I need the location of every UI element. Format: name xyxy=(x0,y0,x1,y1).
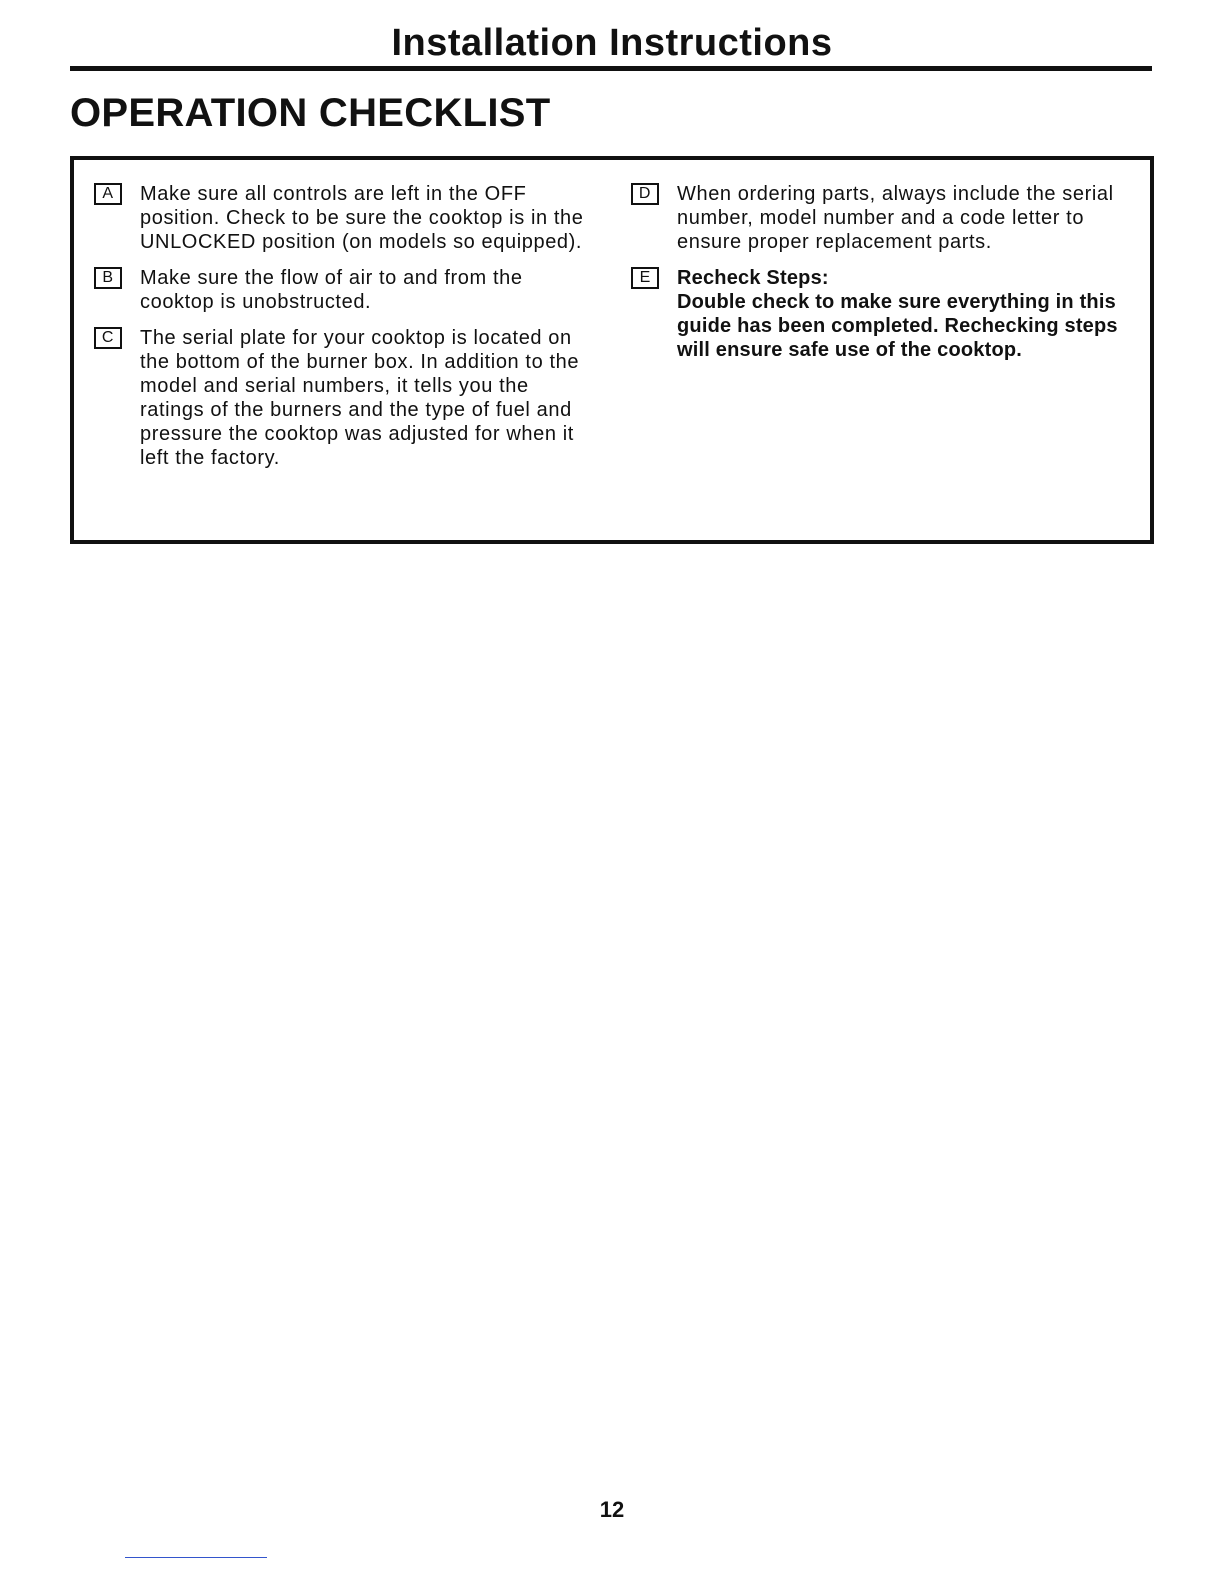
checklist-column-right xyxy=(629,182,1139,362)
item-heading-e: Recheck Steps: xyxy=(677,267,829,289)
section-title: OPERATION CHECKLIST xyxy=(70,91,551,135)
checklist-column-left xyxy=(92,182,592,470)
checklist-box xyxy=(70,156,1154,544)
item-text-b: Make sure the flow of air to and from the cooktop is unobstructed. xyxy=(140,267,523,313)
item-text-c: The serial plate for your cooktop is located on the bottom of the burner box. In addition to the model and serial numbers, it tells you the ratings of the burners and the type of fuel and pressure the cooktop was adjusted for when it left the factory. xyxy=(140,327,580,469)
header-divider xyxy=(70,66,1152,71)
checklist-item-e xyxy=(629,266,1139,362)
checklist-item-c xyxy=(92,326,592,470)
item-text-a: Make sure all controls are left in the OFF position. Check to be sure the cooktop is in the UNLOCKED position (on models so equipped). xyxy=(140,183,584,253)
item-marker-d: D xyxy=(631,183,659,205)
item-marker-a: A xyxy=(94,183,122,205)
page-header-title: Installation Instructions xyxy=(391,22,833,64)
checklist-item-d xyxy=(629,182,1139,254)
checklist-item-a xyxy=(92,182,592,254)
checklist-item-b xyxy=(92,266,592,314)
item-marker-c: C xyxy=(94,327,122,349)
item-marker-e: E xyxy=(631,267,659,289)
page-number: 12 xyxy=(599,1497,625,1522)
item-text-d: When ordering parts, always include the serial number, model number and a code letter to ensure proper replacement parts. xyxy=(677,183,1114,253)
item-marker-b: B xyxy=(94,267,122,289)
item-text-e: Double check to make sure everything in this guide has been completed. Rechecking steps will ensure safe use of the cooktop. xyxy=(677,291,1118,361)
footer-link-line[interactable] xyxy=(125,1557,267,1558)
